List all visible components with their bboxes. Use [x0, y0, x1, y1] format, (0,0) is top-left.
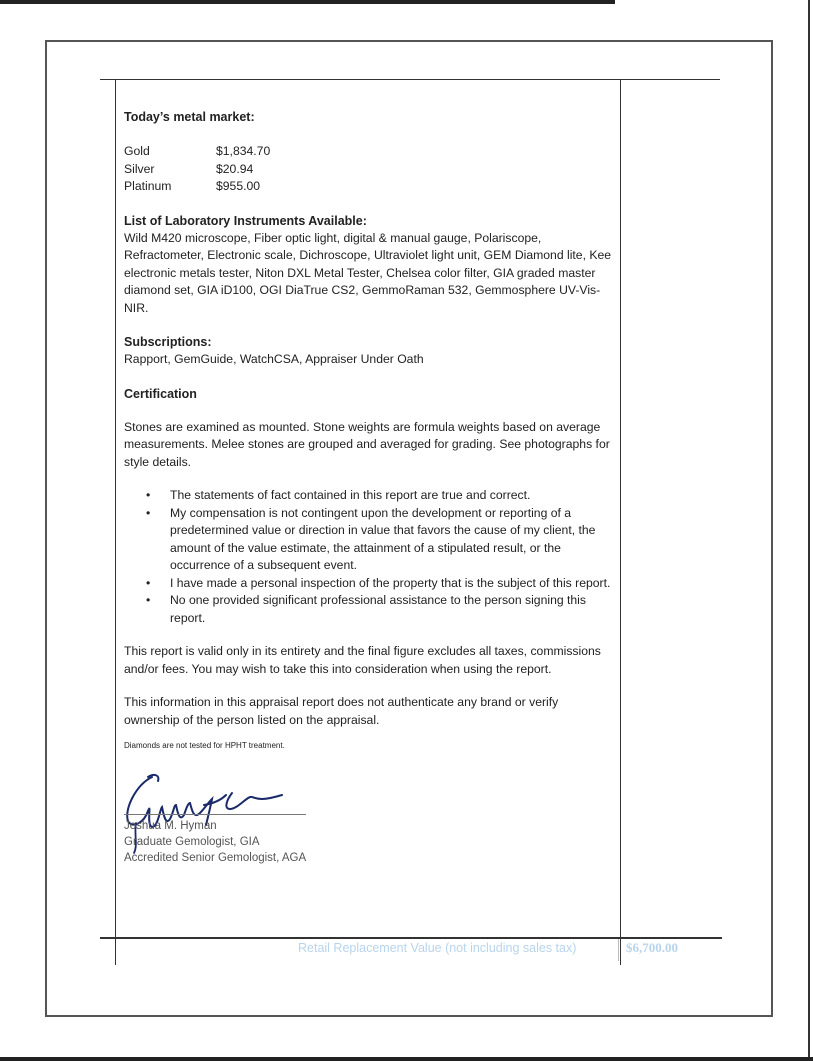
certification-statements — [124, 487, 614, 627]
metal-name: Platinum — [124, 179, 172, 193]
signer-title-gia: Graduate Gemologist, GIA — [124, 836, 260, 848]
retail-value-amount: $6,700.00 — [626, 940, 678, 955]
certification-bullet: • No one provided significant professional assistance to the person signing this report. — [170, 592, 614, 627]
scan-bottom-edge — [0, 1057, 813, 1061]
table-bottom-rule — [100, 937, 722, 939]
metal-price: $20.94 — [216, 161, 254, 176]
metal-price: $1,834.70 — [216, 144, 271, 158]
metal-row — [124, 178, 270, 196]
table-left-rule — [115, 80, 116, 965]
authenticity-statement: This information in this appraisal report does not authenticate any brand or verify ownership of the person listed on the appraisal. — [124, 695, 559, 727]
signature-line — [124, 814, 306, 815]
table-value-column-rule — [620, 80, 621, 965]
validity-statement: This report is valid only in its entirety and the final figure excludes all taxes, commissions and/or fees. You may wish to take this into consideration when using the report. — [124, 644, 601, 676]
metal-market-table — [124, 143, 270, 196]
retail-value-label: Retail Replacement Value (not including sales tax) — [298, 941, 577, 955]
metal-market-heading: Today’s metal market: — [124, 110, 255, 124]
certification-intro: Stones are examined as mounted. Stone weights are formula weights based on average measurements. Melee stones are grouped and averaged for grading. See photographs for style details. — [124, 419, 610, 469]
scan-right-edge — [808, 0, 810, 1061]
signer-name: Joshua M. Hyman — [124, 820, 217, 832]
metal-price: $955.00 — [216, 179, 261, 193]
certification-bullet: • I have made a personal inspection of the property that is the subject of this report. — [170, 575, 614, 593]
metal-name: Gold — [124, 144, 150, 158]
table-top-rule — [100, 79, 720, 80]
metal-name: Silver — [124, 161, 155, 176]
subscriptions-heading: Subscriptions: — [124, 335, 212, 349]
metal-row — [124, 161, 270, 179]
certification-bullet: • The statements of fact contained in this report are true and correct. — [170, 487, 614, 505]
certification-bullet: • My compensation is not contingent upon the development or reporting of a predetermined value or direction in value that favors the cause of my client, the amount of the value estimate, the attainment of a stipulated result, or the occurrence of a subsequent event. — [170, 505, 614, 575]
subscriptions-list: Rapport, GemGuide, WatchCSA, Appraiser Under Oath — [124, 352, 424, 366]
scan-top-edge — [0, 0, 615, 4]
report-body — [124, 108, 614, 871]
signer-details — [124, 818, 306, 866]
certification-heading: Certification — [124, 386, 197, 401]
signer-title-aga: Accredited Senior Gemologist, AGA — [124, 852, 307, 864]
instruments-list: Wild M420 microscope, Fiber optic light, digital & manual gauge, Polariscope, Refractometer, Electronic scale, Dichroscope, Ultraviolet light unit, GEM Diamond lite, Kee electronic metals tester, Niton DXL Metal Tester, Chelsea color filter, GIA graded master diamond set, GIA iD100, OGI DiaTrue CS2, GemmoRaman 532, Gemmosphere UV-Vis-NIR. — [124, 230, 612, 315]
signature-block — [124, 751, 614, 871]
metal-row — [124, 143, 270, 161]
hpht-note: Diamonds are not tested for HPHT treatment. — [124, 741, 285, 750]
retail-value-divider — [618, 939, 619, 961]
instruments-heading: List of Laboratory Instruments Available: — [124, 213, 367, 228]
